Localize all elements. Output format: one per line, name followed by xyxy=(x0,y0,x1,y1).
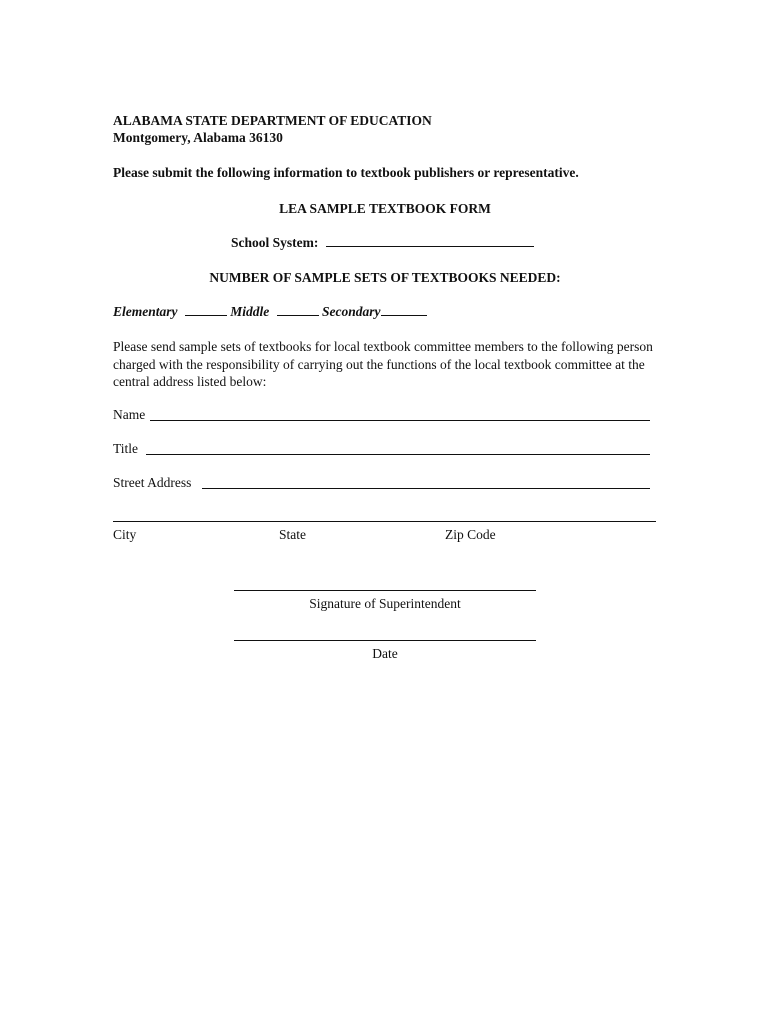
title-label: Title xyxy=(113,441,139,456)
school-system-row xyxy=(231,234,534,251)
form-title: LEA SAMPLE TEXTBOOK FORM xyxy=(279,201,491,216)
city-label: City xyxy=(113,527,137,542)
date-label: Date xyxy=(372,646,398,661)
school-system-label: School System: xyxy=(231,235,319,250)
levels-row xyxy=(113,303,427,320)
name-row xyxy=(113,406,145,423)
school-system-field[interactable] xyxy=(326,234,534,247)
title-field[interactable] xyxy=(146,454,650,455)
middle-label: Middle xyxy=(230,304,270,319)
sets-heading: NUMBER OF SAMPLE SETS OF TEXTBOOKS NEEDED: xyxy=(209,270,561,285)
title-row xyxy=(113,440,138,457)
department-address: Montgomery, Alabama 36130 xyxy=(113,130,283,145)
name-label: Name xyxy=(113,407,146,422)
elementary-field[interactable] xyxy=(185,303,227,316)
secondary-field[interactable] xyxy=(381,303,427,316)
department-heading: ALABAMA STATE DEPARTMENT OF EDUCATION xyxy=(113,113,432,128)
secondary-label: Secondary xyxy=(322,304,381,319)
date-field[interactable] xyxy=(234,640,536,641)
city-state-zip-field[interactable] xyxy=(113,521,656,522)
instruction-text: Please submit the following information to textbook publishers or representative. xyxy=(113,165,579,180)
state-label: State xyxy=(279,527,306,542)
zip-code-label: Zip Code xyxy=(445,527,496,542)
signature-field[interactable] xyxy=(234,590,536,591)
middle-field[interactable] xyxy=(277,303,319,316)
street-address-label: Street Address xyxy=(113,475,192,490)
street-address-field[interactable] xyxy=(202,488,650,489)
street-address-row xyxy=(113,474,191,491)
name-field[interactable] xyxy=(150,420,650,421)
elementary-label: Elementary xyxy=(113,304,178,319)
instructions-paragraph: Please send sample sets of textbooks for local textbook committee members to the following person charged with the responsibility of carrying out the functions of the local textbook committee at the central address listed below: xyxy=(113,339,653,389)
signature-label: Signature of Superintendent xyxy=(309,596,461,611)
